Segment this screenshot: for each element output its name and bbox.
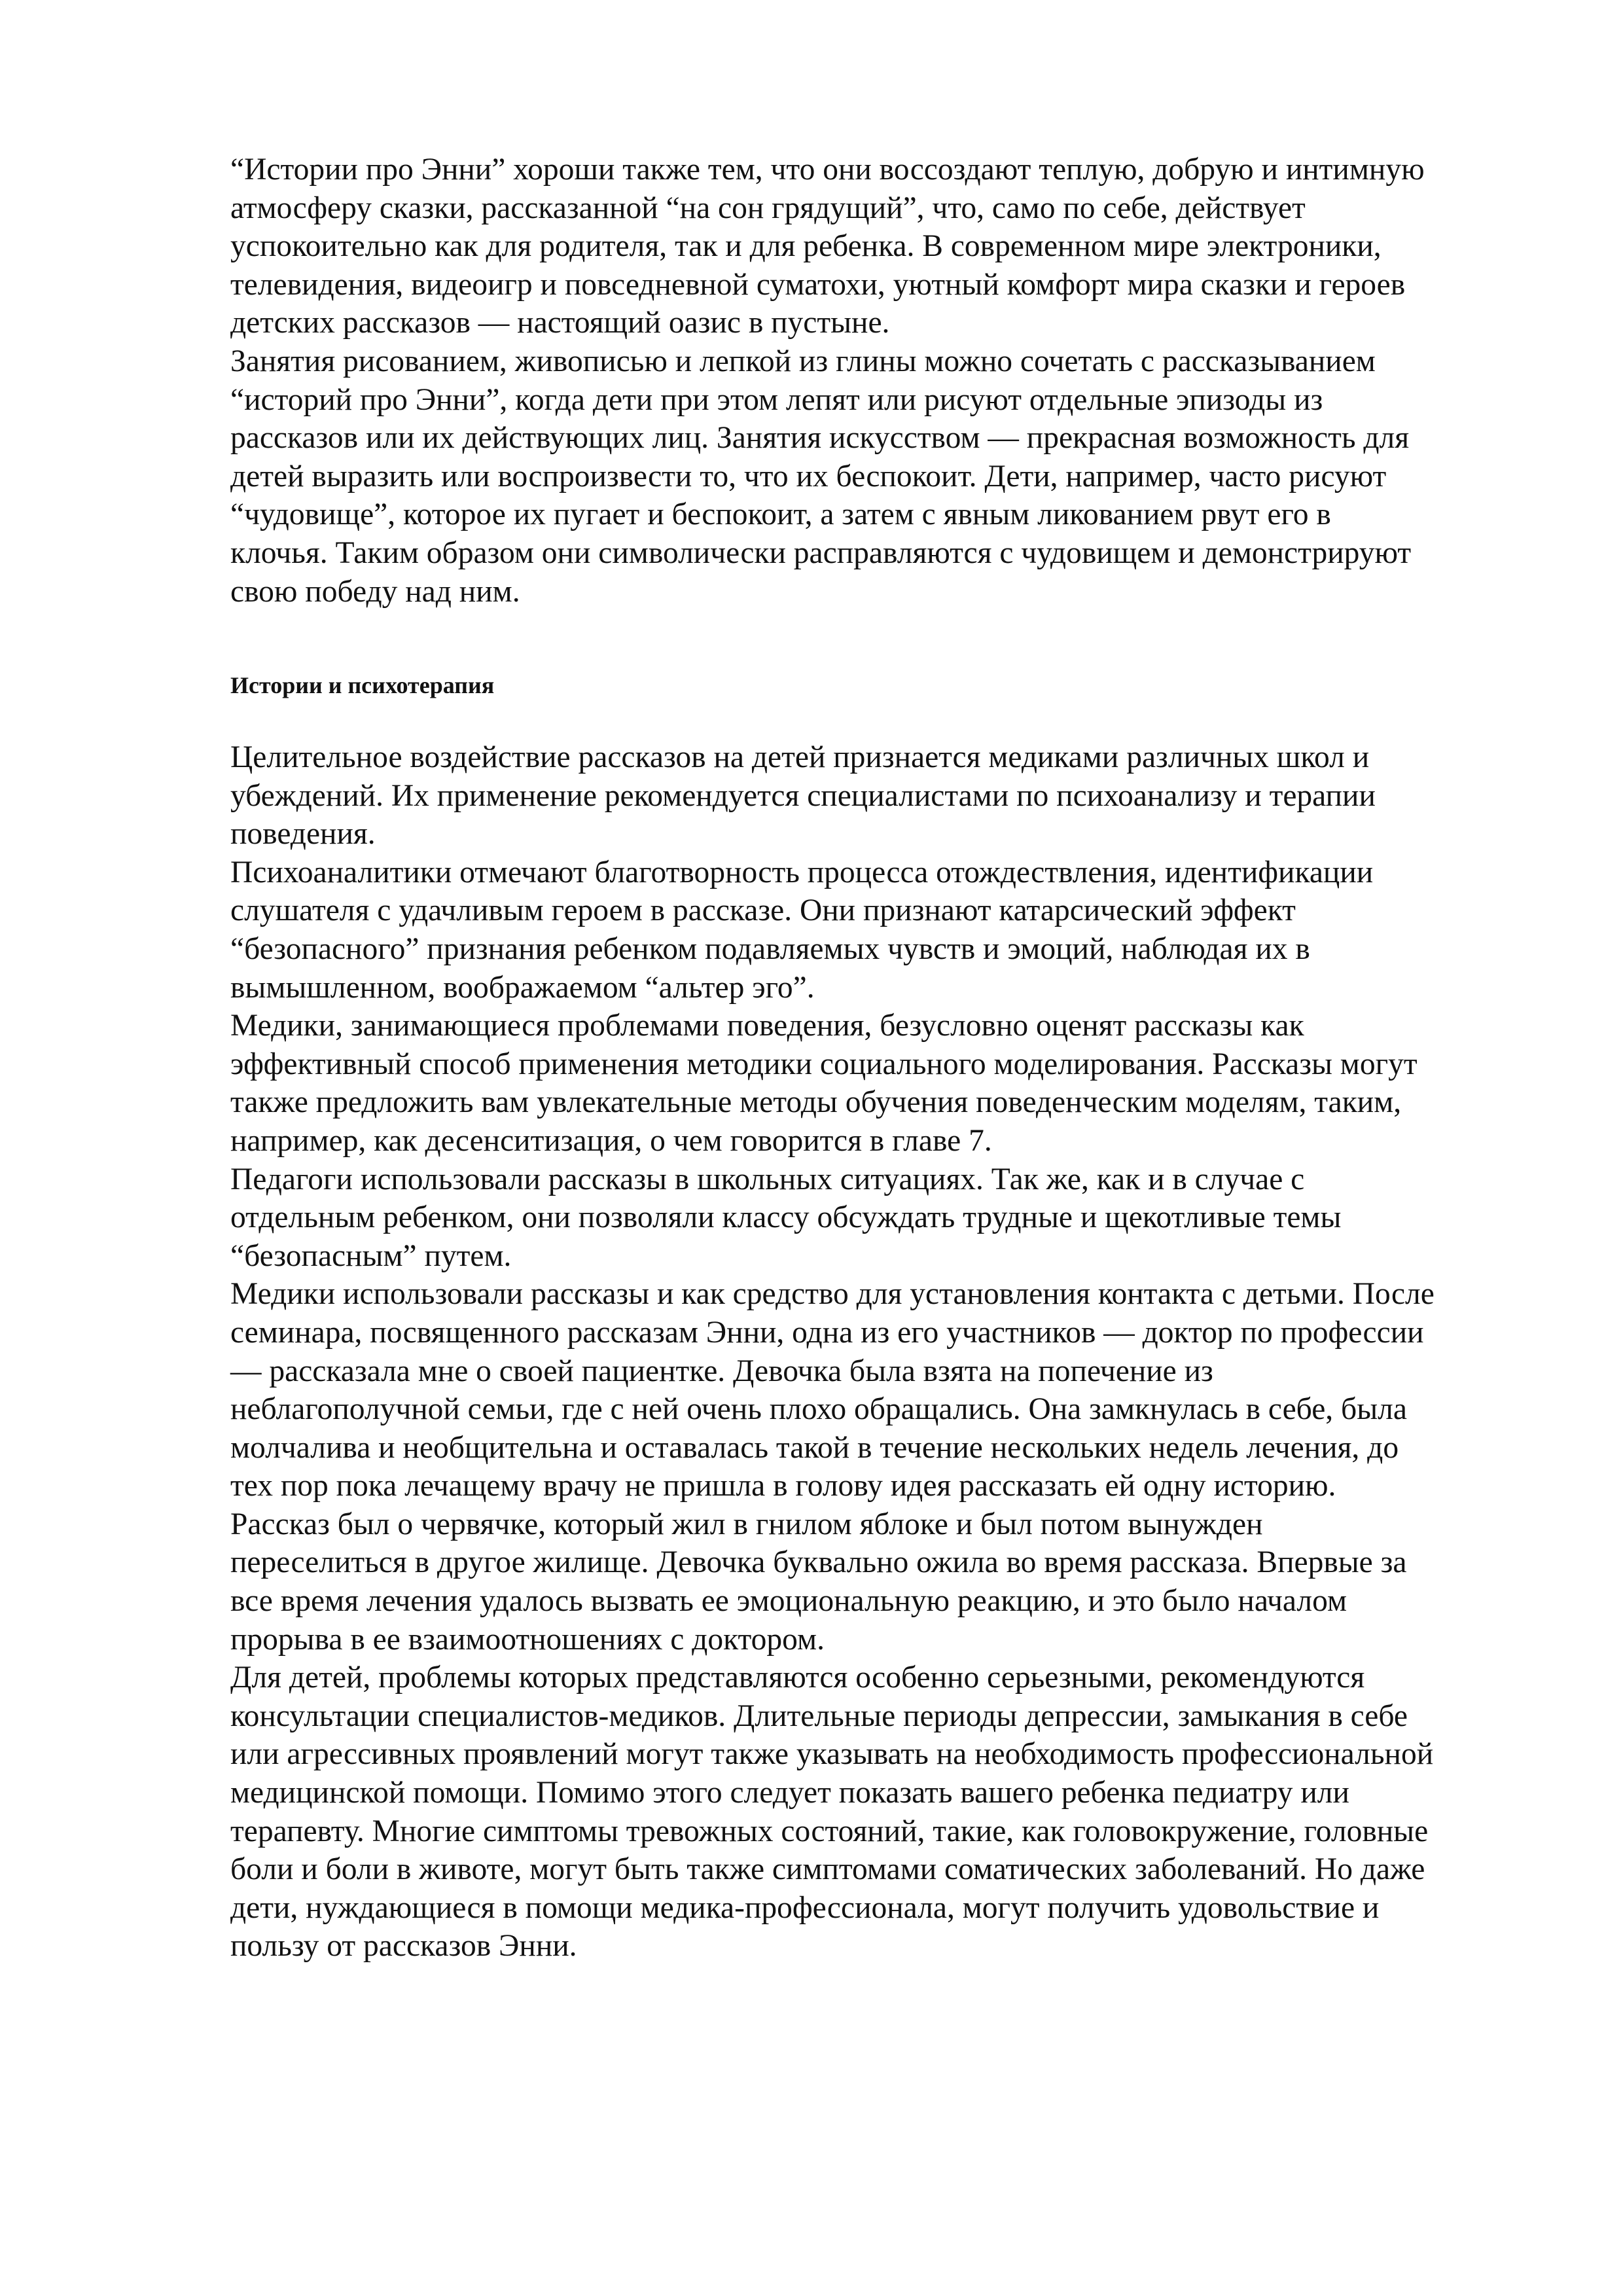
text-line: все время лечения удалось вызвать ее эмоциональную реакцию, и это было началом: [230, 1584, 1347, 1619]
text-line: “безопасного” признания ребенком подавляемых чувств и эмоций, наблюдая их в: [230, 931, 1310, 966]
body-section: [230, 738, 1435, 1965]
text-line: успокоительно как для родителя, так и для ребенка. В современном мире электроники,: [230, 229, 1382, 264]
text-line: детей выразить или воспроизвести то, что их беспокоит. Дети, например, часто рисуют: [230, 459, 1387, 493]
text-line: молчалива и необщительна и оставалась такой в течение нескольких недель лечения, до: [230, 1430, 1399, 1465]
text-line: Для детей, проблемы которых представляются особенно серьезными, рекомендуются: [230, 1660, 1365, 1695]
text-line: эффективный способ применения методики социального моделирования. Рассказы могут: [230, 1047, 1418, 1081]
text-line: “чудовище”, которое их пугает и беспокоит, а затем с явным ликованием рвут его в: [230, 497, 1331, 532]
text-line: терапевту. Многие симптомы тревожных состояний, такие, как головокружение, головные: [230, 1814, 1429, 1848]
text-line: “Истории про Энни” хороши также тем, что они воссоздают теплую, добрую и интимную: [230, 152, 1425, 187]
text-line: тех пор пока лечащему врачу не пришла в голову идея рассказать ей одну историю.: [230, 1469, 1336, 1503]
text-line: клочья. Таким образом они символически расправляются с чудовищем и демонстрируют: [230, 535, 1412, 570]
text-line: Психоаналитики отмечают благотворность процесса отождествления, идентификации: [230, 855, 1374, 889]
text-line: телевидения, видеоигр и повседневной суматохи, уютный комфорт мира сказки и героев: [230, 267, 1406, 302]
text-line: атмосферу сказки, рассказанной “на сон грядущий”, что, само по себе, действует: [230, 190, 1306, 225]
text-line: неблагополучной семьи, где с ней очень плохо обращались. Она замкнулась в себе, была: [230, 1392, 1407, 1427]
text-line: консультации специалистов-медиков. Длительные периоды депрессии, замыкания в себе: [230, 1698, 1408, 1733]
text-line: “безопасным” путем.: [230, 1238, 512, 1273]
text-line: слушателя с удачливым героем в рассказе. Они признают катарсический эффект: [230, 893, 1296, 928]
text-line: боли и боли в животе, могут быть также симптомами соматических заболеваний. Но даже: [230, 1852, 1425, 1887]
text-line: Медики использовали рассказы и как средство для установления контакта с детьми. После: [230, 1277, 1435, 1312]
text-line: прорыва в ее взаимоотношениях с доктором.: [230, 1622, 825, 1657]
text-line: пользу от рассказов Энни.: [230, 1929, 577, 1964]
text-line: Занятия рисованием, живописью и лепкой из глины можно сочетать с рассказыванием: [230, 344, 1376, 378]
section-heading: Истории и психотерапия: [230, 672, 495, 698]
text-line: дети, нуждающиеся в помощи медика-профессионала, могут получить удовольствие и: [230, 1890, 1380, 1925]
text-line: поведения.: [230, 817, 376, 852]
text-line: например, как десенситизация, о чем говорится в главе 7.: [230, 1123, 992, 1158]
text-line: или агрессивных проявлений могут также указывать на необходимость профессиональной: [230, 1737, 1434, 1772]
text-line: рассказов или их действующих лиц. Занятия искусством — прекрасная возможность для: [230, 421, 1410, 456]
text-line: детских рассказов — настоящий оазис в пустыне.: [230, 306, 890, 340]
text-line: вымышленном, воображаемом “альтер эго”.: [230, 970, 815, 1005]
text-line: Медики, занимающиеся проблемами поведения, безусловно оценят рассказы как: [230, 1009, 1304, 1043]
text-line: убеждений. Их применение рекомендуется специалистами по психоанализу и терапии: [230, 778, 1376, 813]
text-line: “историй про Энни”, когда дети при этом лепят или рисуют отдельные эпизоды из: [230, 382, 1323, 417]
text-line: семинара, посвященного рассказам Энни, одна из его участников — доктор по профессии: [230, 1315, 1424, 1350]
text-line: медицинской помощи. Помимо этого следует показать вашего ребенка педиатру или: [230, 1776, 1349, 1810]
text-line: Целительное воздействие рассказов на детей признается медиками различных школ и: [230, 740, 1370, 774]
text-line: переселиться в другое жилище. Девочка буквально ожила во время рассказа. Впервые за: [230, 1545, 1407, 1580]
text-line: отдельным ребенком, они позволяли классу обсуждать трудные и щекотливые темы: [230, 1200, 1342, 1235]
text-line: также предложить вам увлекательные методы обучения поведенческим моделям, таким,: [230, 1085, 1402, 1120]
text-line: Педагоги использовали рассказы в школьных ситуациях. Так же, как и в случае с: [230, 1162, 1305, 1196]
text-line: — рассказала мне о своей пациентке. Девочка была взята на попечение из: [230, 1354, 1213, 1388]
text-line: Рассказ был о червячке, который жил в гнилом яблоке и был потом вынужден: [230, 1507, 1263, 1541]
intro-section: [230, 151, 1425, 611]
text-line: свою победу над ним.: [230, 574, 520, 609]
